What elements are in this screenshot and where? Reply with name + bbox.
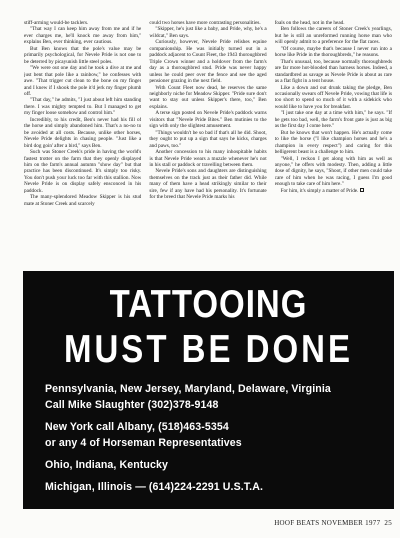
ad-line-pa-nj-md-de-va: Pennsylvania, New Jersey, Maryland, Delaware, Virginia (45, 383, 331, 395)
article-paragraph: Ben follows the careers of Stoner Creek's yearlings, but he is still an unreformed running horse man who will openly admit to a preference for the flat races. (274, 26, 392, 46)
article-paragraph: The many-splendored Meadow Skipper is his stud mate at Stoner Creek and scarcely (24, 194, 142, 207)
article-paragraph: Another concession to his many inhospitable habits is that Nevele Pride wears a muzzle whenever he's not in his stall or paddock or travelling between them. (149, 149, 267, 168)
article-paragraph: With Count Fleet now dead, he reserves the same neighborly niche for Meadow Skipper. "Pride sure don't want to stay out unless Skipper's there, too," Ben explains. (149, 84, 267, 110)
article-paragraph: "Of course, maybe that's because I never run into a horse like Pride in the thoroughbreds," he reasons. (274, 45, 392, 59)
article-paragraph: "That way I can keep him away from me and if he ever charges me, he'll knock me away from him," explains Ben, ever thinking, ever cautious. (24, 26, 142, 46)
article-paragraph: stiff-arming would-be tacklers. (24, 20, 89, 26)
article-paragraph: "Skipper, he's just like a baby, and Pride, why, he's a wildcat," Ben says. (149, 26, 267, 39)
article-paragraph: "Well, I reckon I get along with him as well as anyone," he offers with modesty. Then, adding a little dose of dignity, he says, "Shoot, if other men could take care of him when he was racing, I guess I'm good enough to take care of him here." (274, 155, 392, 188)
article-paragraph: A terse sign posted on Nevele Pride's paddock warns visitors that "Nevele Pride Bites." Ben mutinies to the sign with only the slightest amusement. (149, 110, 267, 130)
article-paragraph: Such was Stoner Creek's pride in having the world's fastest trotter on the farm that they openly displayed him on the farm's annual autumn "show day" but that practice has been discontinued. It's simply too risky. You don't push your luck too far with this stallion. Now Nevele Pride is on display safely ensconced in his paddock. (24, 149, 142, 194)
footer-publication: HOOF BEATS NOVEMBER 1977 (274, 519, 381, 527)
ad-headline-tattooing: TATTOOING (109, 281, 308, 326)
article-paragraph: For him, it's simply a matter of Pride. (275, 188, 392, 194)
article-paragraph: But Ben knows that the pole's value may be primarily psychological, for Nevele Pride is not one to be deterred by picayunish little steel poles. (24, 45, 142, 65)
article-paragraph: Nevele Pride's sons and daughters are distinguishing themselves on the track just as their father did. While many of them have a head strikingly similar to their sire, few if any have had his personality. It's fortunate for the breed that Nevele Pride marks his (149, 168, 267, 201)
article-paragraph: That's unusual, too, because normally thoroughbreds are far more hot-blooded than harness horses. Indeed, a standardbred as savage as Nevele Pride is about as rare as a flat fight in a tent house. (274, 58, 392, 85)
article-paragraph: Incredibly, to his credit, Ben's never had his fill of the horse and simply abandoned him. That's a no-no to be avoided at all costs. Because, unlike other horses, Nevele Pride delights in chasing people. "Just like a bird dog goin' after a bird," says Ben. (24, 116, 142, 149)
ad-line-ohio-indiana-kentucky: Ohio, Indiana, Kentucky (45, 459, 168, 471)
article-paragraph: could two horses have more contrasting personalities. (149, 20, 261, 26)
page-footer (274, 519, 392, 527)
article-paragraph: "I just take one day at a time with him," he says. "If he gets too bad, well, the farm's front gate is just as big as the first day I come here." (274, 110, 392, 130)
article-paragraph: "We were out one day and he took a dive at me and just bent that pole like a rainbow," he confesses with awe. "That trigger cut clean to the bone on my finger and I knew if I shook the pole it'd jerk my finger plumb off. (24, 65, 142, 97)
ad-line-horseman-representatives: or any 4 of Horseman Representatives (45, 437, 242, 449)
ad-line-michigan-illinois: Michigan, Illinois — (614)224-2291 U.S.T.A. (45, 481, 264, 493)
ad-headline-must-be-done: MUST BE DONE (63, 326, 353, 371)
article-body (24, 20, 392, 266)
article-paragraph: Curiously, however, Nevele Pride relishes equine companionship. He was initially turned out in a paddock adjacent to Count Fleet, the 1943 thoroughbred Triple Crown winner and a holdover from the farm's day as a thoroughbred stud. Pride was never happy unless he could peer over the fence and see the aged pensioner grazing in the next field. (149, 39, 267, 85)
article-paragraph: "That day," he admits, "I just about left him standing there. I was mighty tempted to. But I managed to get my finger loose somehow and control him." (24, 97, 142, 117)
article-paragraph: Like a down and out drunk taking the pledge, Ben occasionally swears off Nevele Pride, vowing that life is too short to spend so much of it with a sidekick who would like to have you for breakfast. (274, 84, 392, 110)
article-paragraph: foals on the head, not in the head. (274, 20, 345, 26)
ad-line-new-york-albany: New York call Albany, (518)463-5354 (45, 421, 229, 433)
article-column-1 (24, 20, 141, 266)
ad-line-call-mike-slaughter: Call Mike Slaughter (302)378-9148 (45, 399, 219, 411)
article-column-3 (275, 20, 392, 266)
end-of-article-mark-icon (360, 188, 364, 192)
article-column-2 (149, 20, 266, 266)
tattooing-advertisement (23, 271, 394, 509)
article-paragraph: "Things wouldn't be so bad if that's all he did. Shoot, they ought to put up a sign that says he kicks, charges and paws, too." (149, 129, 267, 149)
article-paragraph: But he knows that won't happen. He's actually come to like the horse ("I like champion horses and he's a champion in every respect") and caring for this belligerent beast is a challenge to him. (274, 129, 392, 156)
footer-page-number: 25 (384, 519, 392, 527)
